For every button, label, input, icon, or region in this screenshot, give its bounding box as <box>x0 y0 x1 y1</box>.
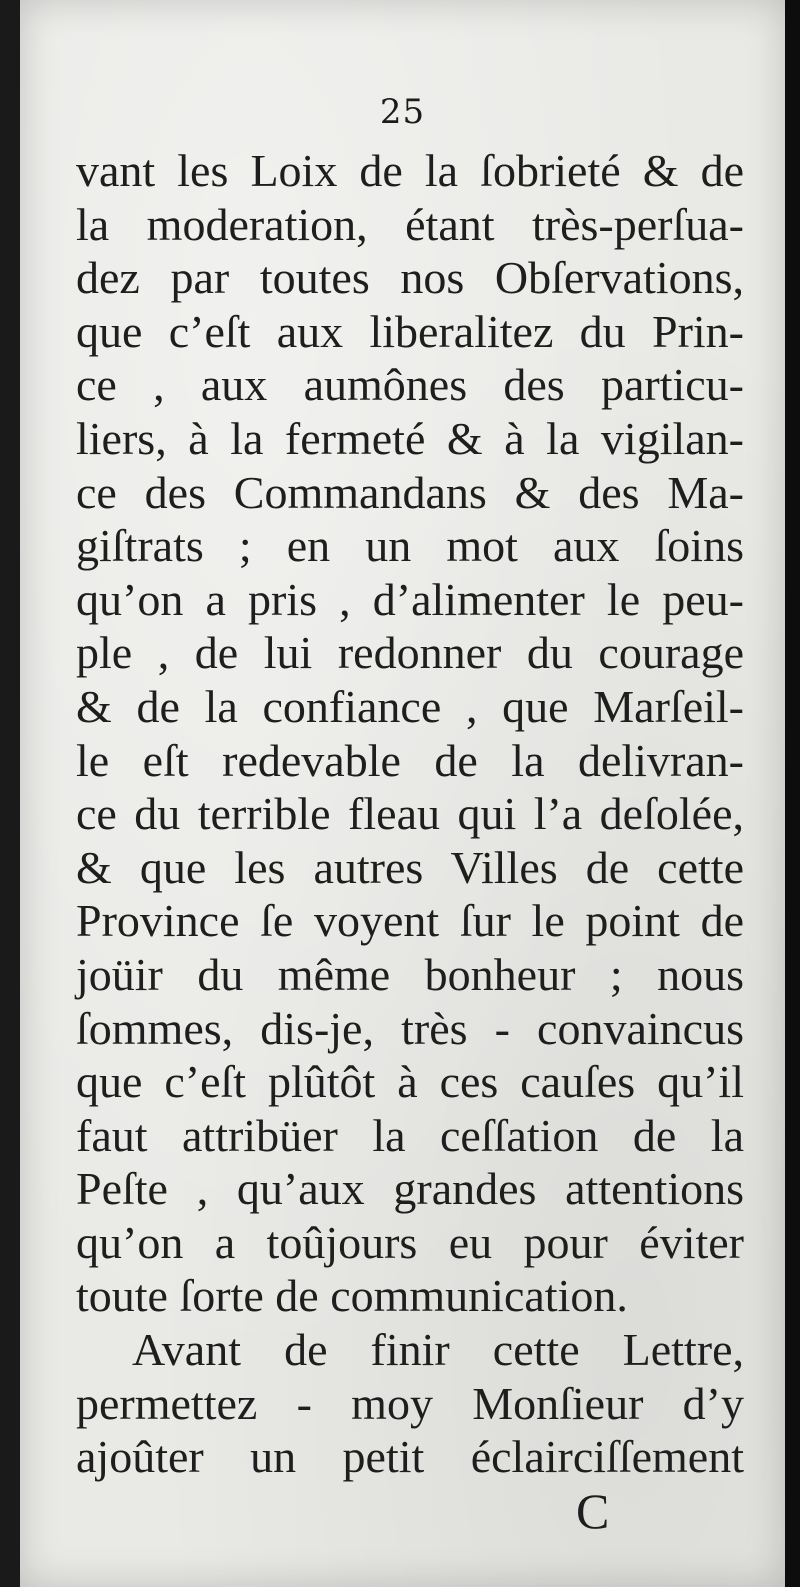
text-line: Peſte , qu’aux grandes attentions <box>76 1163 744 1215</box>
page-number: 25 <box>379 92 426 132</box>
text-line: ce , aux aumônes des particu- <box>76 359 744 411</box>
text-line: faut attribüer la ceſſation de la <box>76 1109 744 1161</box>
text-line: & de la confiance , que Marſeil- <box>76 680 744 732</box>
text-line: le eſt redevable de la delivran- <box>76 734 744 786</box>
text-line: que c’eſt plûtôt à ces cauſes qu’il <box>76 1056 744 1108</box>
text-line: liers, à la fermeté & à la vigilan- <box>76 412 744 464</box>
text-line: la moderation, étant très-perſua- <box>76 198 744 250</box>
text-line: vant les Loix de la ſobrieté & de <box>76 145 744 196</box>
text-line: qu’on a pris , d’alimenter le peu- <box>76 573 744 625</box>
text-line: ſommes, dis-je, très - convaincus <box>76 1002 744 1054</box>
text-line: Province ſe voyent ſur le point de <box>76 895 744 947</box>
text-line: ajoûter un petit éclairciſſement <box>76 1431 744 1483</box>
text-line: ce des Commandans & des Ma- <box>76 466 744 518</box>
body-text <box>76 144 744 1484</box>
text-line: ple , de lui redonner du courage <box>76 627 744 679</box>
scan-edge <box>785 0 800 1587</box>
text-line: dez par toutes nos Obſervations, <box>76 252 744 304</box>
text-line: ce du terrible fleau qui l’a deſolée, <box>76 788 744 840</box>
text-line: permettez - moy Monſieur d’y <box>76 1377 744 1429</box>
book-page <box>20 0 785 1587</box>
text-line: toute ſorte de communication. <box>76 1270 628 1322</box>
text-line: joüir du même bonheur ; nous <box>76 948 744 1000</box>
text-line: que c’eſt aux liberalitez du Prin- <box>76 305 744 357</box>
signature-mark: C <box>576 1483 610 1539</box>
text-line: & que les autres Villes de cette <box>76 841 744 893</box>
text-line: giſtrats ; en un mot aux ſoins <box>76 520 744 572</box>
text-line: Avant de finir cette Lettre, <box>132 1324 744 1376</box>
text-line: qu’on a toûjours eu pour éviter <box>76 1216 744 1268</box>
